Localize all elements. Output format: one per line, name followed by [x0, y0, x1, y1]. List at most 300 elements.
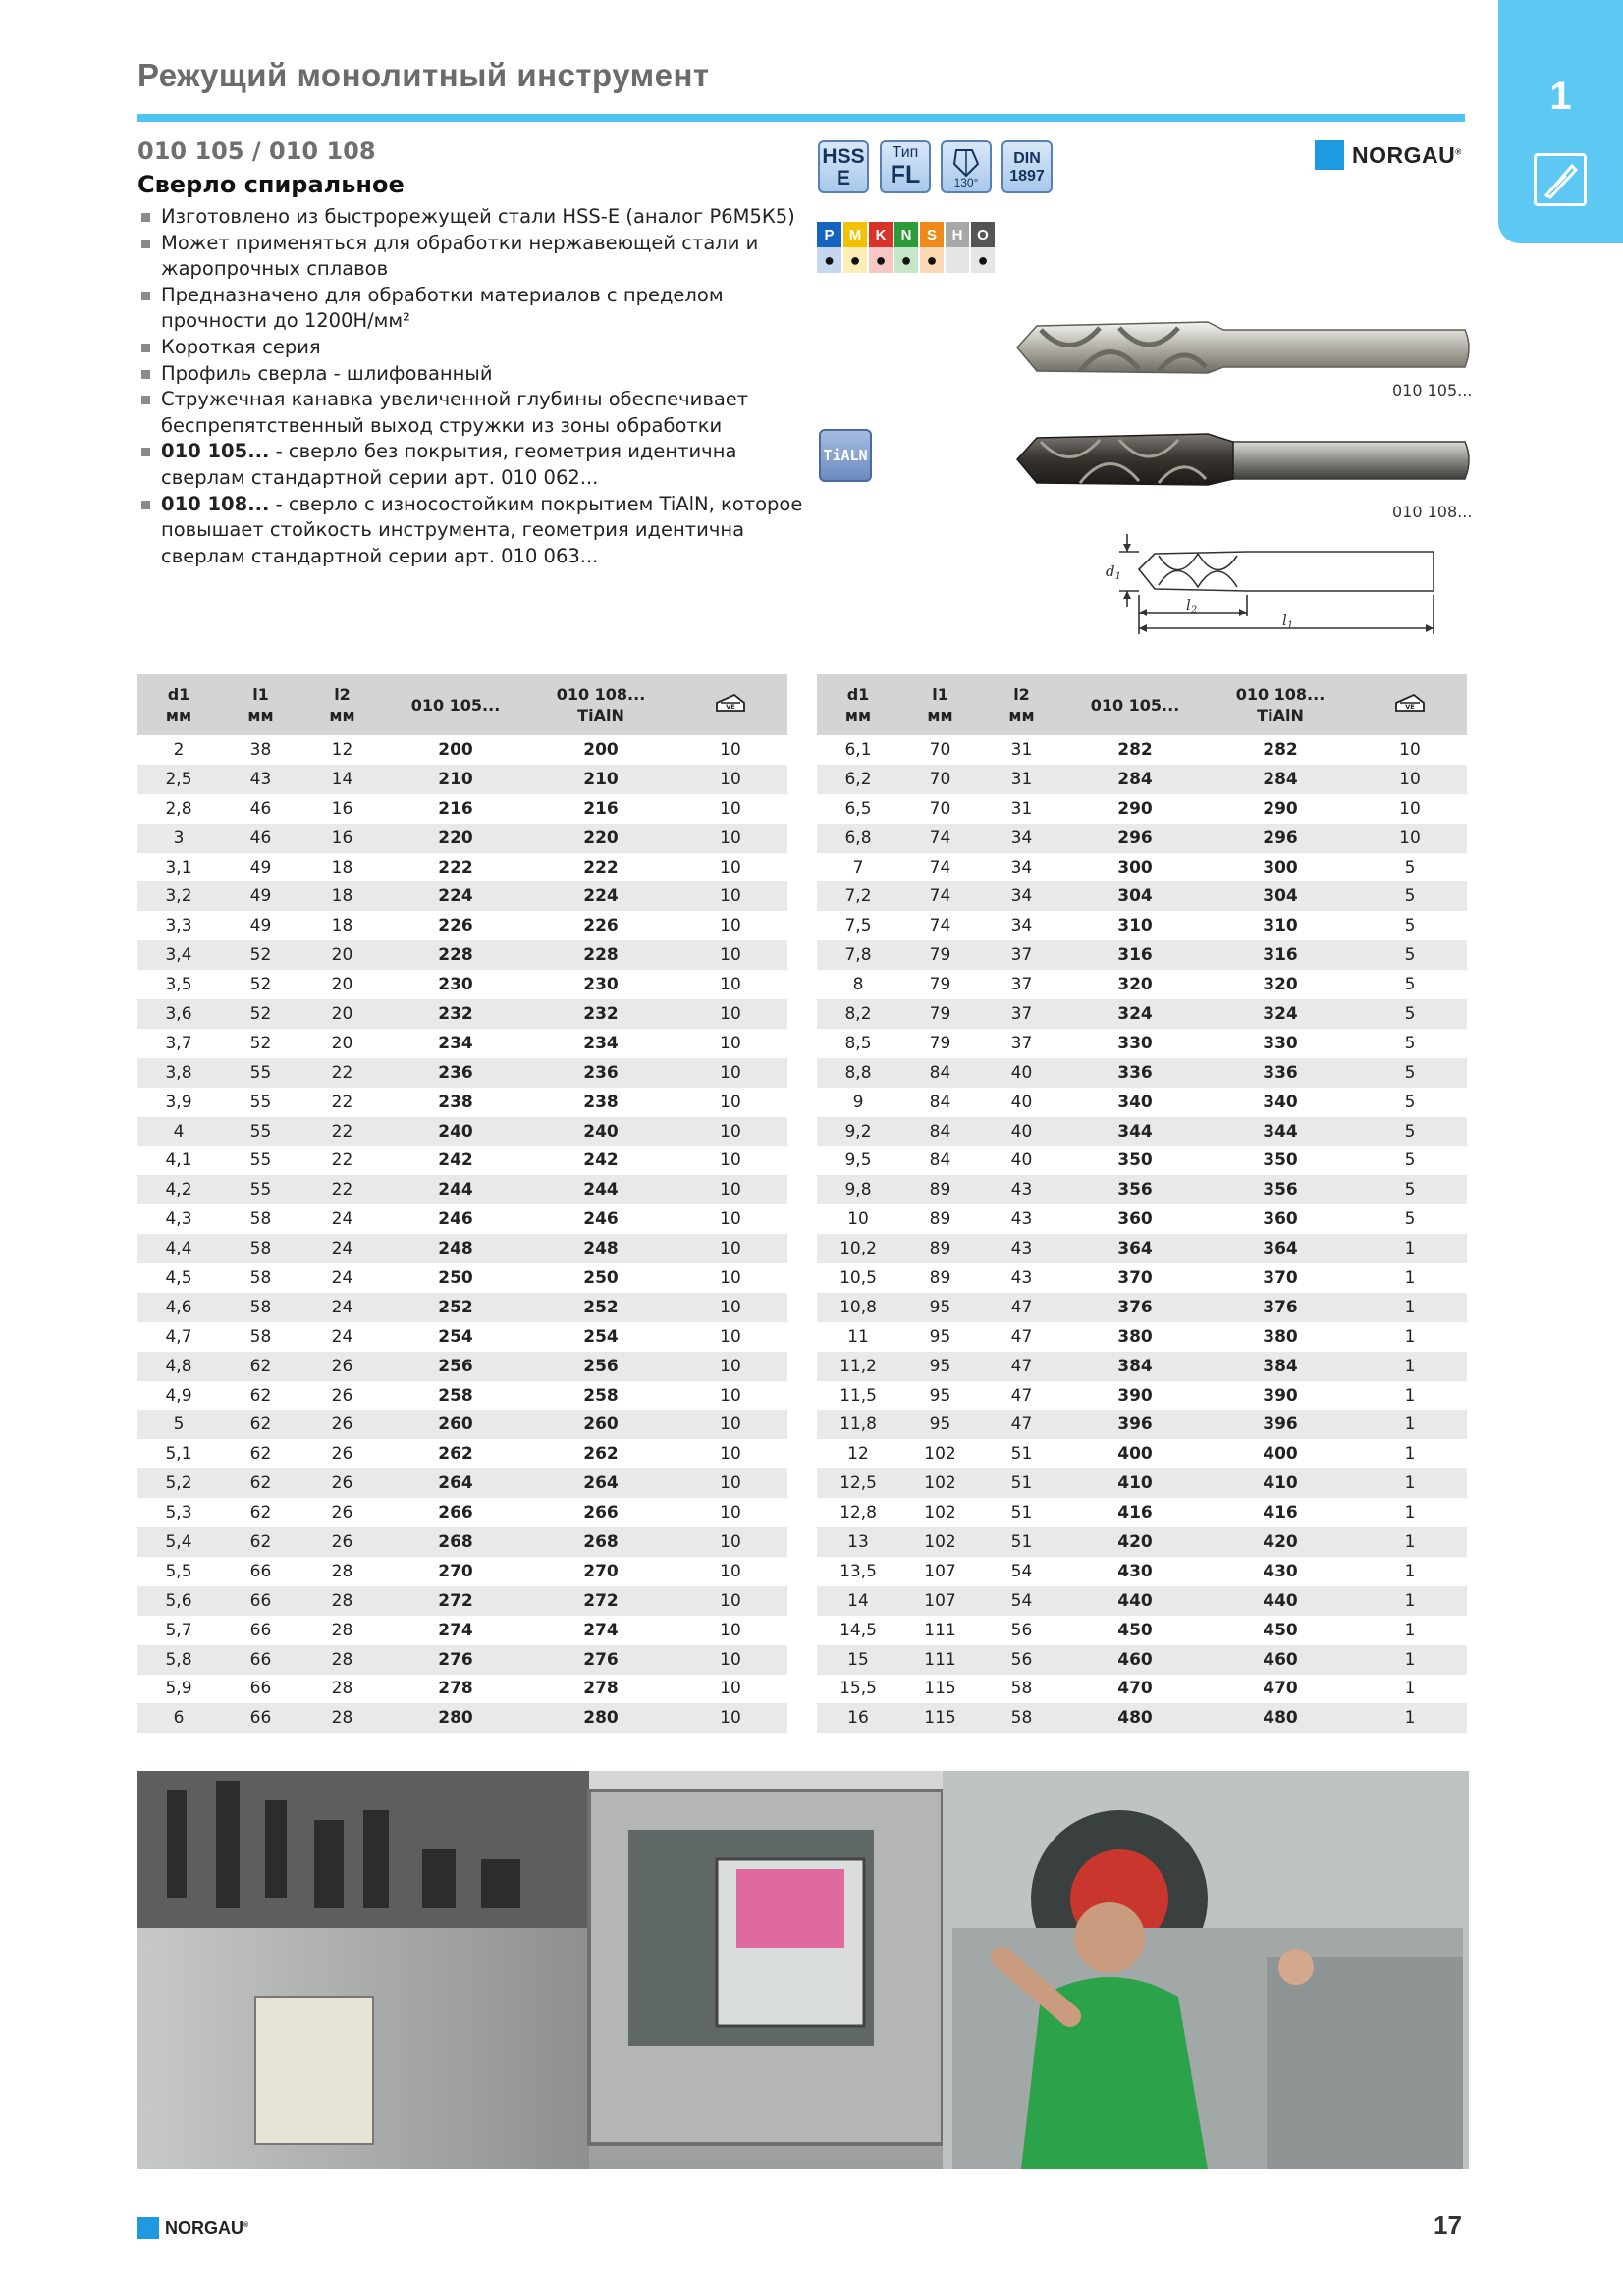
packing-unit-label: VE — [726, 702, 735, 711]
cell-l2: 16 — [331, 798, 353, 819]
cell-art-010108: 480 — [1208, 1703, 1353, 1733]
cell-pack-qty: 10 — [674, 881, 787, 911]
cell-l1: 95 — [899, 1293, 981, 1322]
cell-pack-qty: 10 — [720, 798, 741, 819]
cell-art-010105: 260 — [383, 1410, 528, 1439]
header-d1 — [137, 674, 220, 735]
cell-l2: 31 — [1010, 739, 1033, 760]
cell-art-010108: 278 — [583, 1679, 619, 1699]
cell-l2: 22 — [331, 1092, 353, 1112]
cell-l1: 62 — [220, 1468, 301, 1498]
feature-article: 010 108... — [161, 492, 270, 515]
table-row — [137, 1293, 787, 1322]
din-number: 1897 — [1009, 168, 1045, 185]
cell-l2: 20 — [301, 940, 383, 970]
cell-l1: 84 — [899, 1117, 981, 1147]
workshop-photo — [137, 1771, 1469, 2169]
cell-art-010108: 416 — [1263, 1503, 1298, 1523]
cell-l1: 84 — [899, 1058, 981, 1088]
cell-pack-qty: 1 — [1404, 1679, 1416, 1699]
table-row — [817, 970, 1467, 999]
cell-l1: 70 — [899, 765, 981, 794]
cell-art-010108: 396 — [1208, 1410, 1353, 1439]
table-row — [137, 1645, 787, 1675]
cell-l2: 43 — [1010, 1267, 1033, 1288]
cell-art-010108: 310 — [1263, 916, 1298, 936]
cell-art-010108: 390 — [1263, 1385, 1298, 1406]
cell-l2: 26 — [301, 1352, 383, 1381]
header-divider — [137, 114, 1465, 122]
cell-pack-qty: 10 — [674, 940, 787, 970]
table-row — [817, 1234, 1467, 1263]
table-row — [817, 1527, 1467, 1557]
cell-l1: 66 — [220, 1645, 301, 1675]
table-row — [137, 1175, 787, 1204]
cell-l2: 31 — [1010, 798, 1033, 819]
cell-pack-qty: 10 — [674, 1293, 787, 1322]
cell-l1: 89 — [929, 1267, 951, 1288]
cell-l1: 62 — [220, 1352, 301, 1381]
cell-d1: 7 — [852, 857, 864, 878]
cell-l2: 22 — [301, 1175, 383, 1204]
cell-art-010105: 420 — [1062, 1527, 1208, 1557]
cell-art-010105: 320 — [1117, 975, 1153, 995]
cell-l1: 58 — [249, 1326, 272, 1347]
cell-art-010108: 364 — [1208, 1234, 1353, 1263]
header-art-010105: 010 105... — [383, 674, 528, 735]
footer-brand-logo — [137, 2217, 248, 2239]
cell-art-010105: 290 — [1117, 798, 1153, 819]
cell-l2: 37 — [981, 940, 1062, 970]
size-table-left — [137, 674, 787, 1733]
table-row — [137, 1586, 787, 1616]
table-row — [817, 1029, 1467, 1058]
cell-art-010105: 210 — [383, 765, 528, 794]
table-row — [817, 911, 1467, 940]
cell-l1: 107 — [924, 1561, 956, 1581]
feature-item — [137, 439, 805, 491]
cell-d1: 3 — [137, 824, 220, 853]
cell-art-010105: 340 — [1117, 1092, 1153, 1112]
cell-l2: 28 — [301, 1703, 383, 1733]
cell-l1: 102 — [924, 1503, 956, 1523]
cell-art-010108: 200 — [583, 739, 619, 760]
footer-brand-text: NORGAU — [165, 2217, 243, 2238]
cell-d1: 13,5 — [839, 1561, 877, 1581]
cell-pack-qty: 10 — [674, 1410, 787, 1439]
cell-l2: 24 — [331, 1267, 353, 1288]
cell-d1: 9 — [852, 1092, 864, 1112]
cell-art-010108: 276 — [528, 1645, 674, 1675]
header-l2-unit: мм — [1008, 706, 1035, 724]
header-l2-label: l2 — [334, 685, 351, 704]
table-row — [817, 881, 1467, 911]
cell-d1: 8,2 — [817, 999, 899, 1029]
cell-l2: 26 — [331, 1444, 353, 1465]
cell-art-010108: 330 — [1263, 1033, 1298, 1053]
cell-art-010105: 244 — [383, 1175, 528, 1204]
material-dot-m: ● — [842, 247, 868, 273]
header-pack-qty — [1353, 674, 1467, 735]
cell-l2: 16 — [301, 824, 383, 853]
cell-pack-qty: 10 — [674, 1117, 787, 1147]
cell-d1: 5,8 — [137, 1645, 220, 1675]
drill-tialn-coated-image — [1011, 424, 1473, 495]
cell-d1: 3,8 — [137, 1058, 220, 1088]
dim-l1-letter: l — [1282, 612, 1287, 629]
cell-d1: 8 — [852, 975, 864, 995]
cell-art-010105: 282 — [1117, 739, 1153, 760]
cell-art-010108: 430 — [1263, 1561, 1298, 1581]
cell-art-010105: 324 — [1062, 999, 1208, 1029]
cell-d1: 3,5 — [165, 975, 192, 995]
cell-art-010108: 260 — [528, 1410, 674, 1439]
table-row — [137, 824, 787, 853]
table-row — [817, 1117, 1467, 1147]
cell-art-010105: 310 — [1117, 916, 1153, 936]
cell-d1: 3,2 — [137, 881, 220, 911]
feature-item — [137, 204, 805, 231]
cell-art-010105: 270 — [438, 1561, 473, 1581]
cell-art-010105: 336 — [1062, 1058, 1208, 1088]
cell-art-010105: 460 — [1062, 1645, 1208, 1675]
cell-art-010108: 370 — [1263, 1267, 1298, 1288]
cell-l2: 34 — [981, 881, 1062, 911]
cell-d1: 4 — [137, 1117, 220, 1147]
cell-l1: 89 — [929, 1209, 951, 1230]
cell-l1: 74 — [929, 916, 951, 936]
brand-square-icon — [1315, 140, 1344, 170]
cell-art-010105: 400 — [1117, 1444, 1153, 1465]
cell-d1: 5,5 — [165, 1561, 192, 1581]
cell-l1: 66 — [220, 1703, 301, 1733]
feature-text: Может применяться для обработки нержавеющей стали и жаропрочных сплавов — [161, 231, 759, 281]
dim-label-l1 — [1282, 612, 1293, 631]
cell-pack-qty: 5 — [1404, 1033, 1416, 1053]
feature-text: - сверло без покрытия, геометрия идентична сверлам стандартной серии арт. 010 062... — [161, 440, 737, 489]
article-numbers: 010 105 / 010 108 — [137, 137, 376, 165]
table-row — [137, 1439, 787, 1468]
cell-pack-qty: 10 — [674, 1527, 787, 1557]
size-table-right — [817, 674, 1467, 1733]
cell-art-010108: 400 — [1263, 1444, 1298, 1465]
cell-d1: 2,5 — [137, 765, 220, 794]
cell-art-010108: 356 — [1208, 1175, 1353, 1204]
hss-material-icon — [818, 140, 869, 193]
cell-l2: 43 — [981, 1175, 1062, 1204]
cell-l2: 24 — [331, 1326, 353, 1347]
cell-pack-qty: 1 — [1353, 1234, 1467, 1263]
cell-art-010108: 256 — [528, 1352, 674, 1381]
cell-art-010108: 248 — [528, 1234, 674, 1263]
cell-l2: 28 — [301, 1645, 383, 1675]
table-row — [817, 1204, 1467, 1234]
header-art-010108-coating: TiAlN — [577, 706, 624, 724]
cell-art-010108: 420 — [1208, 1527, 1353, 1557]
cell-l2: 56 — [1010, 1620, 1033, 1640]
cell-art-010105: 350 — [1117, 1150, 1153, 1171]
cell-l1: 49 — [249, 916, 272, 936]
header-l1-label: l1 — [252, 685, 269, 704]
cell-art-010105: 396 — [1062, 1410, 1208, 1439]
cell-l1: 70 — [929, 739, 951, 760]
cell-l2: 28 — [331, 1679, 353, 1699]
cell-l2: 40 — [1010, 1150, 1033, 1171]
drill-tialn-caption: 010 108... — [1392, 503, 1473, 521]
cell-pack-qty: 10 — [1399, 798, 1421, 819]
header-l1-unit: мм — [927, 706, 953, 724]
cell-l1: 115 — [899, 1703, 981, 1733]
cell-pack-qty: 1 — [1404, 1503, 1416, 1523]
brand-name — [1352, 142, 1462, 169]
cell-art-010105: 390 — [1117, 1385, 1153, 1406]
cell-pack-qty: 5 — [1353, 940, 1467, 970]
table-row — [137, 881, 787, 911]
cell-l2: 58 — [981, 1703, 1062, 1733]
cell-art-010108: 268 — [528, 1527, 674, 1557]
cell-art-010105: 250 — [438, 1267, 473, 1288]
cell-pack-qty: 5 — [1404, 916, 1416, 936]
cell-l2: 26 — [331, 1385, 353, 1406]
cell-pack-qty: 10 — [674, 1645, 787, 1675]
cell-l1: 58 — [249, 1267, 272, 1288]
cell-d1: 5,2 — [137, 1468, 220, 1498]
footer-brand-square-icon — [137, 2217, 159, 2239]
header-art-010108-coating: TiAlN — [1257, 706, 1304, 724]
cell-l2: 40 — [1010, 1092, 1033, 1112]
cell-art-010105: 430 — [1117, 1561, 1153, 1581]
cell-d1: 3,3 — [165, 916, 192, 936]
table-row — [817, 1439, 1467, 1468]
material-dot-n: ● — [893, 247, 919, 273]
cell-art-010105: 264 — [383, 1468, 528, 1498]
cell-pack-qty: 10 — [720, 1385, 741, 1406]
cell-l2: 56 — [981, 1645, 1062, 1675]
cell-l1: 66 — [220, 1586, 301, 1616]
cell-art-010105: 300 — [1117, 857, 1153, 878]
drill-dimension-drawing — [1100, 530, 1443, 638]
cell-art-010105: 240 — [383, 1117, 528, 1147]
cell-d1: 11,8 — [817, 1410, 899, 1439]
dim-l1-sub: 1 — [1286, 620, 1294, 631]
cell-d1: 9,2 — [817, 1117, 899, 1147]
cell-l2: 14 — [301, 765, 383, 794]
cell-l2: 37 — [1010, 1033, 1033, 1053]
header-l1-unit: мм — [247, 706, 274, 724]
cell-art-010108: 470 — [1263, 1679, 1298, 1699]
table-row — [137, 735, 787, 765]
cell-pack-qty: 10 — [674, 999, 787, 1029]
header-l2 — [301, 674, 383, 735]
cell-l1: 55 — [220, 1175, 301, 1204]
cell-d1: 11 — [847, 1326, 869, 1347]
cell-art-010105: 278 — [438, 1679, 473, 1699]
cell-l1: 62 — [220, 1410, 301, 1439]
cell-art-010105: 256 — [383, 1352, 528, 1381]
material-group-s: S — [919, 222, 945, 247]
cell-l2: 26 — [301, 1410, 383, 1439]
cell-d1: 12,8 — [839, 1503, 877, 1523]
footer-brand-name — [165, 2218, 248, 2239]
cell-art-010108: 220 — [528, 824, 674, 853]
cell-d1: 5,3 — [165, 1503, 192, 1523]
cell-art-010108: 380 — [1263, 1326, 1298, 1347]
cell-art-010105: 284 — [1062, 765, 1208, 794]
cell-d1: 6 — [137, 1703, 220, 1733]
cell-d1: 6,8 — [817, 824, 899, 853]
cell-art-010108: 258 — [583, 1385, 619, 1406]
table-row — [817, 1586, 1467, 1616]
section-number: 1 — [1549, 75, 1572, 118]
cell-art-010108: 304 — [1208, 881, 1353, 911]
cell-d1: 2 — [173, 739, 185, 760]
cell-art-010105: 200 — [438, 739, 473, 760]
header-l2-label: l2 — [1013, 685, 1030, 704]
cell-l2: 28 — [301, 1586, 383, 1616]
cell-l1: 66 — [249, 1679, 272, 1699]
cell-art-010108: 440 — [1208, 1586, 1353, 1616]
cell-pack-qty: 10 — [720, 857, 741, 878]
cell-l2: 22 — [301, 1058, 383, 1088]
table-row — [817, 1381, 1467, 1411]
cell-l2: 20 — [331, 1033, 353, 1053]
cell-d1: 3,6 — [137, 999, 220, 1029]
cell-l1: 52 — [220, 999, 301, 1029]
cell-l1: 79 — [929, 1033, 951, 1053]
cell-art-010105: 262 — [438, 1444, 473, 1465]
type-label: Тип — [892, 144, 919, 161]
page-number: 17 — [1434, 2211, 1462, 2240]
cell-pack-qty: 1 — [1404, 1385, 1416, 1406]
table-row — [137, 1381, 787, 1411]
cell-art-010108: 264 — [528, 1468, 674, 1498]
drill-uncoated-caption: 010 105... — [1392, 381, 1473, 400]
table-row — [817, 1675, 1467, 1704]
cell-l2: 43 — [1010, 1209, 1033, 1230]
header-art-010108-label: 010 108... — [556, 685, 646, 704]
cell-l2: 37 — [1010, 975, 1033, 995]
cell-pack-qty: 10 — [674, 1234, 787, 1263]
cell-art-010108: 234 — [583, 1033, 619, 1053]
drill-section-icon — [1534, 153, 1587, 206]
dim-d-letter: d — [1106, 562, 1115, 580]
table-row — [817, 1645, 1467, 1675]
table-row — [137, 1675, 787, 1704]
packing-unit-icon — [711, 689, 750, 717]
cell-d1: 5,7 — [165, 1620, 192, 1640]
cell-art-010105: 344 — [1062, 1117, 1208, 1147]
drill-uncoated-image — [1011, 312, 1473, 383]
dim-label-d1 — [1106, 562, 1121, 582]
material-labels-row — [817, 222, 996, 247]
cell-art-010105: 280 — [383, 1703, 528, 1733]
cell-art-010105: 330 — [1117, 1033, 1153, 1053]
table-row — [137, 853, 787, 882]
header-l2-unit: мм — [329, 706, 355, 724]
cell-art-010108: 272 — [528, 1586, 674, 1616]
cell-art-010105: 480 — [1062, 1703, 1208, 1733]
cell-l2: 28 — [331, 1620, 353, 1640]
cell-l2: 47 — [1010, 1326, 1033, 1347]
cell-l2: 26 — [301, 1527, 383, 1557]
cell-art-010108: 222 — [583, 857, 619, 878]
cell-l2: 47 — [981, 1410, 1062, 1439]
material-dot-o: ● — [970, 247, 996, 273]
table-row — [137, 1322, 787, 1352]
cell-art-010105: 228 — [383, 940, 528, 970]
table-row — [137, 1088, 787, 1117]
cell-d1: 6,5 — [844, 798, 872, 819]
cell-art-010108: 252 — [528, 1293, 674, 1322]
table-row — [817, 824, 1467, 853]
cell-art-010108: 344 — [1208, 1117, 1353, 1147]
cell-d1: 5,1 — [165, 1444, 192, 1465]
cell-d1: 3,1 — [165, 857, 192, 878]
table-row — [137, 1058, 787, 1088]
cell-d1: 14,5 — [839, 1620, 877, 1640]
cell-pack-qty: 10 — [1353, 765, 1467, 794]
cell-d1: 5,4 — [137, 1527, 220, 1557]
cell-art-010105: 248 — [383, 1234, 528, 1263]
page-title: Режущий монолитный инструмент — [137, 57, 710, 93]
cell-art-010108: 320 — [1263, 975, 1298, 995]
cell-pack-qty: 1 — [1404, 1444, 1416, 1465]
header-l1 — [899, 674, 981, 735]
cell-art-010105: 360 — [1117, 1209, 1153, 1230]
table-header-row — [137, 674, 787, 735]
cell-art-010108: 242 — [583, 1150, 619, 1171]
din-label: DIN — [1013, 150, 1041, 167]
table-row — [817, 1293, 1467, 1322]
cell-l2: 26 — [331, 1503, 353, 1523]
feature-article: 010 105... — [161, 440, 270, 463]
cell-l1: 95 — [929, 1385, 951, 1406]
feature-text: Изготовлено из быстрорежущей стали HSS-E (аналог Р6М5К5) — [161, 205, 795, 228]
cell-art-010108: 250 — [583, 1267, 619, 1288]
cell-pack-qty: 5 — [1353, 1117, 1467, 1147]
cell-d1: 4,3 — [165, 1209, 192, 1230]
material-dot-h — [945, 247, 970, 273]
cell-l2: 40 — [981, 1117, 1062, 1147]
cell-art-010108: 316 — [1208, 940, 1353, 970]
brand-mark: ® — [1455, 146, 1462, 156]
cell-art-010105: 380 — [1117, 1326, 1153, 1347]
cell-d1: 4,2 — [137, 1175, 220, 1204]
cell-art-010108: 244 — [528, 1175, 674, 1204]
cell-l1: 62 — [249, 1444, 272, 1465]
cell-l1: 58 — [220, 1234, 301, 1263]
material-group-p: P — [817, 222, 842, 247]
cell-l1: 111 — [924, 1620, 956, 1640]
feature-text: Короткая серия — [161, 335, 321, 358]
cell-pack-qty: 5 — [1353, 881, 1467, 911]
cell-art-010108: 460 — [1208, 1645, 1353, 1675]
cell-pack-qty: 10 — [674, 765, 787, 794]
cell-pack-qty: 5 — [1353, 1058, 1467, 1088]
cell-l2: 58 — [1010, 1679, 1033, 1699]
cell-l1: 95 — [899, 1410, 981, 1439]
cell-art-010105: 370 — [1117, 1267, 1153, 1288]
cell-d1: 4,7 — [165, 1326, 192, 1347]
table-row — [817, 765, 1467, 794]
cell-l1: 58 — [249, 1209, 272, 1230]
cell-pack-qty: 10 — [720, 975, 741, 995]
table-row — [817, 1498, 1467, 1527]
cell-d1: 4,5 — [165, 1267, 192, 1288]
cell-pack-qty: 1 — [1353, 1468, 1467, 1498]
cell-l2: 51 — [981, 1527, 1062, 1557]
cell-l2: 18 — [301, 881, 383, 911]
